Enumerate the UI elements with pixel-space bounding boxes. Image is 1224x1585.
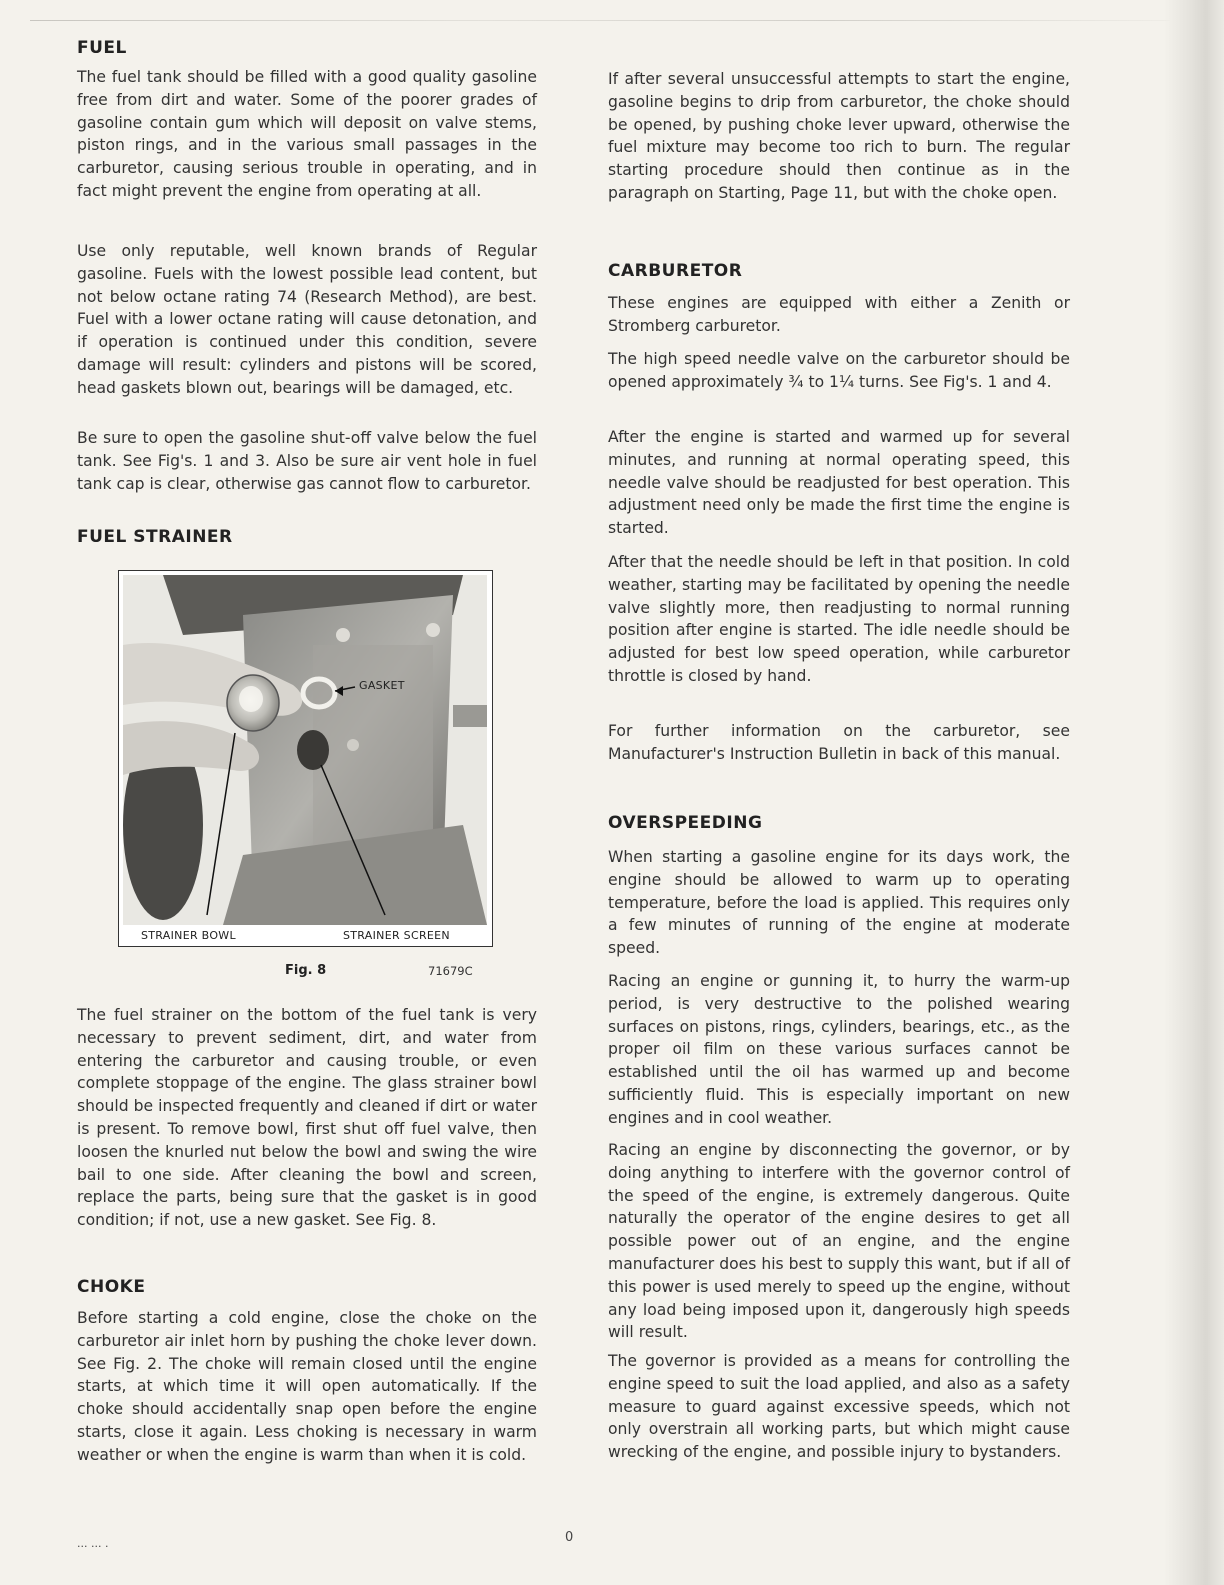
carburetor-paragraph-4: After that the needle should be left in that position. In cold weather, starting may be facilitated by opening the needle valve slightly more, then readjusting to normal running position after engine is started. The idle needle should be adjusted for best low speed operation, while carburetor throttle is closed by hand. bbox=[608, 553, 1070, 685]
choke-paragraph-1: Before starting a cold engine, close the choke on the carburetor air inlet horn by pushing the choke lever down. See Fig. 2. The choke will remain closed until the engine starts, at which time it will open automatically. If the choke should accidentally snap open before the engine starts, close it again. Less choking is necessary in warm weather or when the engine is warm than when it is cold. bbox=[77, 1309, 537, 1464]
choke-paragraph-2: If after several unsuccessful attempts to start the engine, gasoline begins to drip from carburetor, the choke should be opened, by pushing choke lever upward, otherwise the fuel mixture may become too rich to burn. The regular starting procedure should then continue as in the paragraph on Starting, Page 11, but with the choke open. bbox=[608, 70, 1070, 202]
overspeeding-paragraph-4: The governor is provided as a means for controlling the engine speed to suit the load applied, and also as a safety measure to guard against excessive speeds, which not only overstrain all working parts, but which might cause wrecking of the engine, and possible injury to bystanders. bbox=[608, 1352, 1070, 1462]
carburetor-paragraph-5: For further information on the carburetor, see Manufacturer's Instruction Bulletin in back of this manual. bbox=[608, 722, 1070, 763]
carburetor-paragraph-2: The high speed needle valve on the carburetor should be opened approximately ¾ to 1¼ turns. See Fig's. 1 and 4. bbox=[608, 350, 1070, 391]
strainer-screen-label: STRAINER SCREEN bbox=[343, 929, 450, 942]
figure-code: 71679C bbox=[428, 964, 473, 978]
fuel-strainer-paragraph: The fuel strainer on the bottom of the fuel tank is very necessary to prevent sediment, dirt, and water from entering the carburetor and causing trouble, or even complete stoppage of the engine. The glass strainer bowl should be inspected frequently and cleaned if dirt or water is present. To remove bowl, first shut off fuel valve, then loosen the knurled nut below the bowl and swing the wire bail to one side. After cleaning the bowl and screen, replace the parts, being sure that the gasket is in good condition; if not, use a new gasket. See Fig. 8. bbox=[77, 1006, 537, 1230]
carburetor-heading: CARBURETOR bbox=[608, 261, 743, 281]
carburetor-paragraph-1: These engines are equipped with either a Zenith or Stromberg carburetor. bbox=[608, 294, 1070, 335]
fuel-strainer-photo bbox=[123, 575, 487, 925]
strainer-bowl-label: STRAINER BOWL bbox=[141, 929, 236, 942]
overspeeding-heading: OVERSPEEDING bbox=[608, 813, 763, 833]
fuel-heading: FUEL bbox=[77, 38, 127, 58]
page-edge-shadow bbox=[1164, 0, 1224, 1585]
overspeeding-paragraph-3: Racing an engine by disconnecting the governor, or by doing anything to interfere with the governor control of the speed of the engine, is extremely dangerous. Quite naturally the operator of the engine desires to get all possible power out of an engine, and the engine manufacturer does his best to supply this want, but if all of this power is used merely to speed up the engine, without any load being imposed upon it, dangerously high speeds will result. bbox=[608, 1141, 1070, 1342]
carburetor-paragraph-3: After the engine is started and warmed up for several minutes, and running at normal operating speed, this needle valve should be readjusted for best operation. This adjustment need only be made the first time the engine is started. bbox=[608, 428, 1070, 538]
top-rule bbox=[30, 20, 1170, 21]
fuel-paragraph-1: The fuel tank should be filled with a good quality gasoline free from dirt and water. Some of the poorer grades of gasoline contain gum which will deposit on valve stems, piston rings, and in the various small passages in the carburetor, causing serious trouble in operating, and in fact might prevent the engine from operating at all. bbox=[77, 68, 537, 200]
choke-heading: CHOKE bbox=[77, 1277, 146, 1297]
footer-code: ... ... . bbox=[77, 1537, 109, 1550]
fuel-strainer-heading: FUEL STRAINER bbox=[77, 527, 233, 547]
figure-8 bbox=[118, 570, 493, 947]
gasket-label: GASKET bbox=[359, 679, 405, 692]
overspeeding-paragraph-2: Racing an engine or gunning it, to hurry the warm-up period, is very destructive to the polished wearing surfaces on pistons, rings, cylinders, bearings, etc., as the proper oil film on these various surfaces cannot be established until the oil has warmed up and become sufficiently fluid. This is especially important on new engines and in cool weather. bbox=[608, 972, 1070, 1127]
overspeeding-paragraph-1: When starting a gasoline engine for its days work, the engine should be allowed to warm up to operating temperature, before the load is applied. This requires only a few minutes of running of the engine at moderate speed. bbox=[608, 848, 1070, 958]
fuel-paragraph-3: Be sure to open the gasoline shut-off valve below the fuel tank. See Fig's. 1 and 3. Also be sure air vent hole in fuel tank cap is clear, otherwise gas cannot flow to carburetor. bbox=[77, 429, 537, 493]
figure-caption: Fig. 8 bbox=[285, 963, 327, 978]
page-number: 0 bbox=[565, 1530, 574, 1545]
fuel-paragraph-2: Use only reputable, well known brands of Regular gasoline. Fuels with the lowest possible lead content, but not below octane rating 74 (Research Method), are best. Fuel with a lower octane rating will cause detonation, and if operation is continued under this condition, severe damage will result: cylinders and pistons will be scored, head gaskets blown out, bearings will be damaged, etc. bbox=[77, 242, 537, 397]
